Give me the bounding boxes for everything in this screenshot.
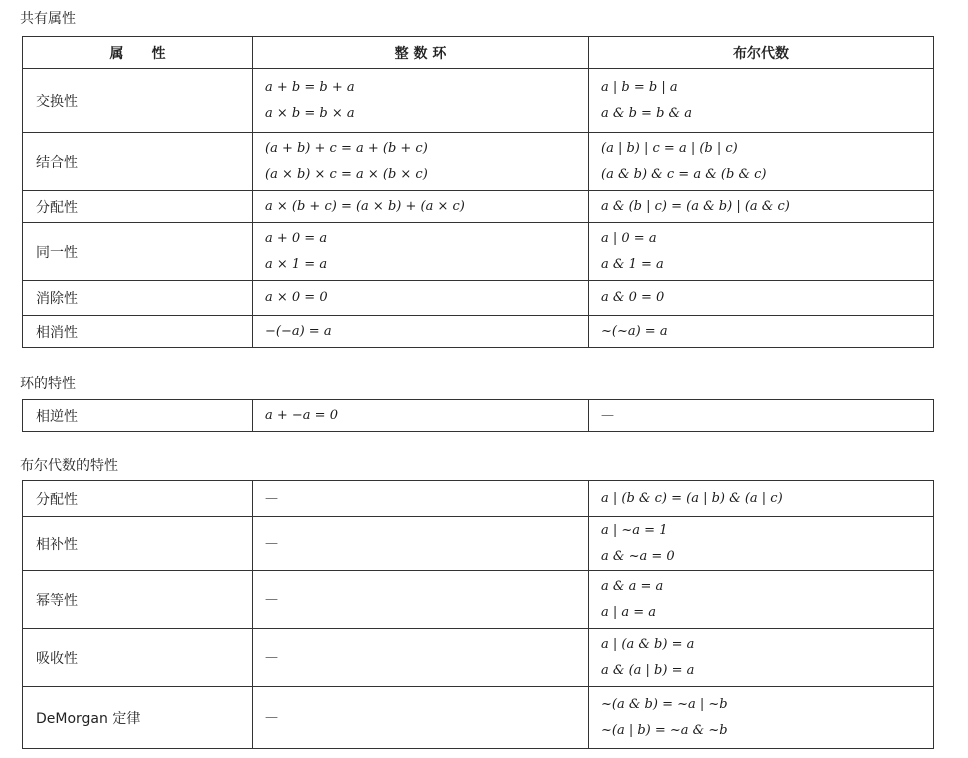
formula-line: a × 1 = a: [265, 256, 328, 272]
formula-line: a | (b & c) = (a | b) & (a | c): [601, 490, 783, 506]
boolean-algebra-cell: [589, 69, 934, 133]
integer-ring-cell: [253, 316, 589, 348]
formula-line: −(−a) = a: [265, 323, 332, 339]
formula-line: a | ~a = 1: [601, 522, 668, 538]
property-name: 消除性: [23, 281, 253, 316]
header-integer-ring: 整 数 环: [253, 37, 589, 69]
ring-properties-table: [22, 399, 934, 432]
table-row: [23, 571, 934, 629]
integer-ring-cell: [253, 629, 589, 687]
formula-line: a & a = a: [601, 578, 664, 594]
formula-line: a | 0 = a: [601, 230, 657, 246]
section-title-ring: 环的特性: [20, 376, 76, 392]
property-name: 同一性: [23, 223, 253, 281]
boolean-algebra-cell: [589, 191, 934, 223]
formula-line: —: [265, 649, 278, 665]
common-properties-table: [22, 36, 934, 348]
formula-line: a | b = b | a: [601, 79, 678, 95]
boolean-algebra-cell: [589, 687, 934, 749]
property-name: 分配性: [23, 191, 253, 223]
property-name: 幂等性: [23, 571, 253, 629]
formula-line: a | a = a: [601, 604, 657, 620]
section-title-boolean: 布尔代数的特性: [20, 458, 118, 474]
boolean-properties-table: [22, 480, 934, 749]
table-row: [23, 400, 934, 432]
boolean-algebra-cell: [589, 400, 934, 432]
property-name: 相消性: [23, 316, 253, 348]
formula-line: a & (b | c) = (a & b) | (a & c): [601, 198, 790, 214]
integer-ring-cell: [253, 281, 589, 316]
formula-line: a × (b + c) = (a × b) + (a × c): [265, 198, 465, 214]
formula-line: a & (a | b) = a: [601, 662, 695, 678]
boolean-algebra-cell: [589, 481, 934, 517]
property-name: 相逆性: [23, 400, 253, 432]
formula-line: a & b = b & a: [601, 105, 692, 121]
header-property: 属 性: [23, 37, 253, 69]
table-row: [23, 223, 934, 281]
formula-line: ~(~a) = a: [601, 323, 668, 339]
formula-line: (a & b) & c = a & (b & c): [601, 166, 767, 182]
property-name: 交换性: [23, 69, 253, 133]
boolean-algebra-cell: [589, 316, 934, 348]
formula-line: (a × b) × c = a × (b × c): [265, 166, 428, 182]
formula-line: (a + b) + c = a + (b + c): [265, 140, 428, 156]
formula-line: —: [265, 591, 278, 607]
boolean-algebra-cell: [589, 517, 934, 571]
table-row: [23, 316, 934, 348]
boolean-algebra-cell: [589, 571, 934, 629]
formula-line: a + b = b + a: [265, 79, 355, 95]
formula-line: —: [265, 535, 278, 551]
property-name: 结合性: [23, 133, 253, 191]
property-name: 相补性: [23, 517, 253, 571]
boolean-algebra-cell: [589, 281, 934, 316]
formula-line: a + 0 = a: [265, 230, 328, 246]
property-name: 分配性: [23, 481, 253, 517]
integer-ring-cell: [253, 571, 589, 629]
table-row: [23, 517, 934, 571]
integer-ring-cell: [253, 133, 589, 191]
table-row: [23, 133, 934, 191]
integer-ring-cell: [253, 191, 589, 223]
boolean-algebra-cell: [589, 223, 934, 281]
formula-line: —: [265, 709, 278, 725]
property-name: 吸收性: [23, 629, 253, 687]
boolean-algebra-cell: [589, 629, 934, 687]
table-row: [23, 191, 934, 223]
property-name: DeMorgan 定律: [23, 687, 253, 749]
boolean-algebra-cell: [589, 133, 934, 191]
formula-line: (a | b) | c = a | (b | c): [601, 140, 738, 156]
formula-line: ~(a & b) = ~a | ~b: [601, 696, 728, 712]
integer-ring-cell: [253, 69, 589, 133]
integer-ring-cell: [253, 400, 589, 432]
section-title-common: 共有属性: [20, 11, 76, 27]
table-row: [23, 629, 934, 687]
formula-line: —: [265, 490, 278, 506]
integer-ring-cell: [253, 223, 589, 281]
formula-line: a × 0 = 0: [265, 290, 328, 305]
table-row: [23, 481, 934, 517]
table-row: [23, 687, 934, 749]
table-row: [23, 69, 934, 133]
integer-ring-cell: [253, 481, 589, 517]
formula-line: a + −a = 0: [265, 407, 338, 423]
formula-line: ~(a | b) = ~a & ~b: [601, 722, 728, 738]
formula-line: a & ~a = 0: [601, 548, 675, 564]
formula-line: a & 1 = a: [601, 256, 664, 272]
formula-line: a | (a & b) = a: [601, 636, 695, 652]
formula-line: a & 0 = 0: [601, 290, 665, 305]
header-boolean-algebra: 布尔代数: [589, 37, 934, 69]
integer-ring-cell: [253, 687, 589, 749]
table-row: [23, 281, 934, 316]
formula-line: a × b = b × a: [265, 105, 355, 121]
integer-ring-cell: [253, 517, 589, 571]
formula-line: —: [601, 407, 614, 423]
